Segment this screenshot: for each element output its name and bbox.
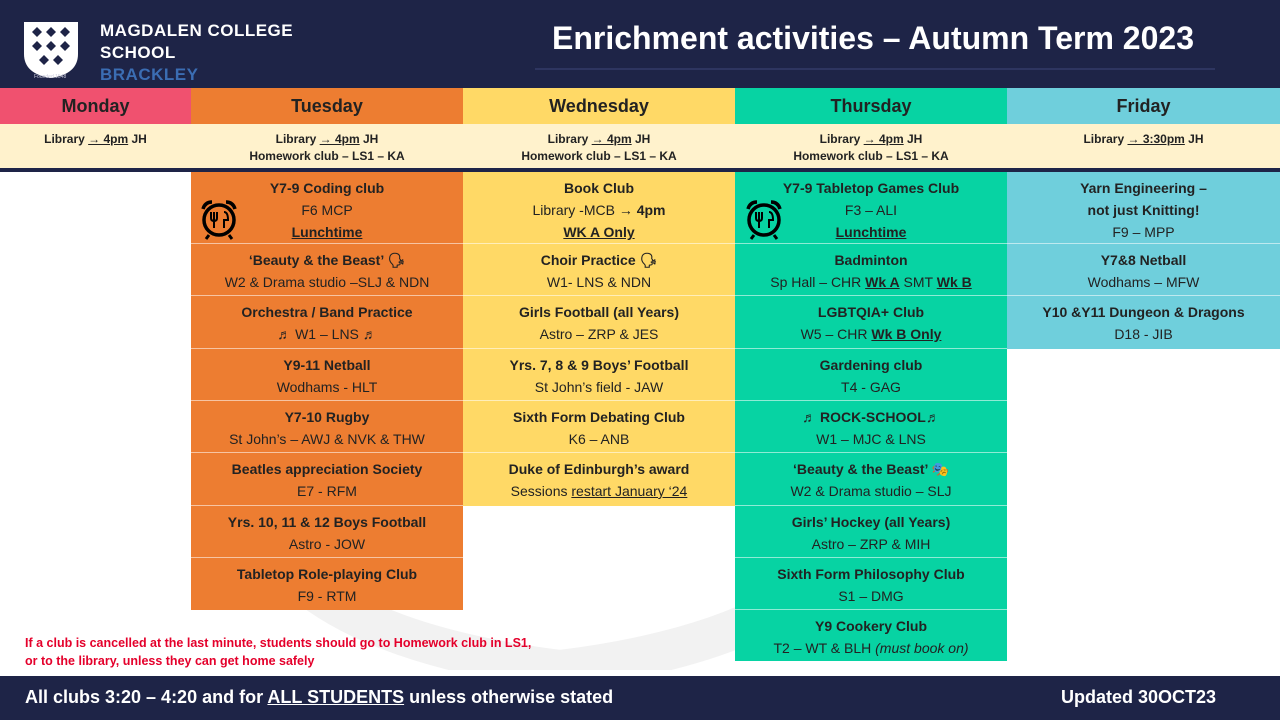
library-staff: JH bbox=[1184, 132, 1204, 146]
club-wednesday-boys-football bbox=[463, 349, 735, 401]
club-thursday-philosophy bbox=[735, 558, 1007, 610]
booking-note: (must book on) bbox=[875, 640, 969, 656]
alarm-clock-cutlery-icon bbox=[197, 197, 241, 241]
club-location: Sp Hall – CHR bbox=[770, 274, 866, 290]
club-title: Badminton bbox=[834, 252, 908, 268]
library-text: Library bbox=[547, 132, 592, 146]
club-detail: D18 - JIB bbox=[1114, 326, 1173, 342]
club-title: Orchestra / Band Practice bbox=[241, 304, 413, 320]
library-cell-wednesday bbox=[463, 124, 735, 168]
footer-bar bbox=[0, 676, 1280, 720]
club-title: Y7-9 Tabletop Games Club bbox=[782, 180, 960, 196]
club-title: Girls’ Hockey (all Years) bbox=[791, 514, 951, 530]
club-detail bbox=[463, 480, 735, 502]
club-detail bbox=[735, 637, 1007, 659]
school-name-line2: SCHOOL bbox=[100, 43, 176, 62]
club-title: Yrs. 7, 8 & 9 Boys’ Football bbox=[509, 357, 689, 373]
club-tuesday-beauty-beast bbox=[191, 244, 463, 296]
club-title: ‘Beauty & the Beast’ 🗣 bbox=[248, 252, 406, 268]
day-header-friday bbox=[1007, 88, 1280, 124]
library-staff: JH bbox=[359, 132, 379, 146]
club-detail: W1- LNS & NDN bbox=[546, 274, 652, 290]
school-name bbox=[100, 20, 293, 86]
club-week: WK A Only bbox=[563, 224, 635, 240]
footer-all-students: ALL STUDENTS bbox=[267, 687, 405, 707]
library-cell-friday bbox=[1007, 124, 1280, 168]
club-friday-netball bbox=[1007, 244, 1280, 296]
day-label: Tuesday bbox=[291, 95, 363, 116]
club-detail: Astro – ZRP & JES bbox=[539, 326, 659, 342]
club-wednesday-choir bbox=[463, 244, 735, 296]
homework-club-text: Homework club – LS1 – KA bbox=[521, 149, 677, 163]
club-detail: Wodhams – MFW bbox=[1087, 274, 1200, 290]
club-title: Girls Football (all Years) bbox=[518, 304, 679, 320]
note-line2: or to the library, unless they can get home safely bbox=[25, 654, 315, 668]
club-friday-dungeons bbox=[1007, 296, 1280, 349]
footer-text-end: unless otherwise stated bbox=[404, 687, 614, 707]
club-tuesday-rugby bbox=[191, 401, 463, 453]
club-detail: Wodhams - HLT bbox=[276, 379, 378, 395]
library-staff: JH bbox=[128, 132, 147, 146]
school-crest-logo bbox=[22, 20, 80, 80]
updated-date: Updated 30OCT23 bbox=[1060, 687, 1216, 707]
club-title: Gardening club bbox=[819, 357, 923, 373]
cancellation-note bbox=[25, 634, 531, 670]
club-friday-yarn bbox=[1007, 172, 1280, 244]
club-location: W5 – CHR bbox=[800, 326, 872, 342]
library-staff: JH bbox=[631, 132, 651, 146]
day-label: Thursday bbox=[830, 95, 912, 116]
club-title: Beatles appreciation Society bbox=[231, 461, 423, 477]
club-title: LGBTQIA+ Club bbox=[817, 304, 925, 320]
club-title: Choir Practice 🗣 bbox=[540, 252, 658, 268]
library-time: → 3:30pm bbox=[1127, 132, 1185, 146]
library-time: → 4pm bbox=[591, 132, 632, 146]
footer-clubs-info bbox=[25, 687, 613, 708]
library-cell-monday bbox=[0, 124, 191, 168]
club-time: Lunchtime bbox=[835, 224, 907, 240]
club-title: Y9 Cookery Club bbox=[814, 618, 928, 634]
club-title: Book Club bbox=[564, 180, 634, 196]
club-restart-date: restart January ‘24 bbox=[571, 483, 688, 499]
day-label: Wednesday bbox=[549, 95, 649, 116]
footer-text: All clubs 3:20 – 4:20 and for bbox=[25, 687, 268, 707]
club-thursday-badminton bbox=[735, 244, 1007, 296]
week-b-label: Wk B bbox=[936, 274, 972, 290]
club-title: Y7&8 Netball bbox=[1100, 252, 1187, 268]
club-title: Y7-9 Coding club bbox=[269, 180, 385, 196]
page-title: Enrichment activities – Autumn Term 2023 bbox=[552, 20, 1194, 56]
library-cell-thursday bbox=[735, 124, 1007, 168]
club-detail: W2 & Drama studio –SLJ & NDN bbox=[224, 274, 430, 290]
club-thursday-lgbtqia bbox=[735, 296, 1007, 349]
club-title: Y10 &Y11 Dungeon & Dragons bbox=[1042, 304, 1245, 320]
club-detail: St John’s – AWJ & NVK & THW bbox=[229, 431, 425, 447]
club-detail: F9 – MPP bbox=[1112, 224, 1175, 240]
club-detail bbox=[463, 199, 735, 221]
day-header-wednesday bbox=[463, 88, 735, 124]
club-detail: W1 – MJC & LNS bbox=[816, 431, 926, 447]
homework-club-text: Homework club – LS1 – KA bbox=[249, 149, 405, 163]
club-thursday-beauty-beast bbox=[735, 453, 1007, 506]
library-time: → 4pm bbox=[88, 132, 129, 146]
club-detail-text: Sessions bbox=[510, 483, 572, 499]
club-detail: E7 - RFM bbox=[297, 483, 357, 499]
title-underline bbox=[535, 68, 1215, 70]
club-thursday-rock-school bbox=[735, 401, 1007, 453]
club-tuesday-boys-football bbox=[191, 506, 463, 558]
club-title: ♬ ROCK-SCHOOL♬ bbox=[802, 409, 940, 425]
club-detail bbox=[735, 323, 1007, 345]
library-text: Library bbox=[1083, 132, 1128, 146]
club-title: Y9-11 Netball bbox=[283, 357, 371, 373]
day-header-tuesday bbox=[191, 88, 463, 124]
club-title: Y7-10 Rugby bbox=[284, 409, 370, 425]
header-bar bbox=[0, 0, 1280, 88]
library-text: Library bbox=[44, 132, 89, 146]
library-staff: JH bbox=[903, 132, 923, 146]
club-thursday-cookery bbox=[735, 610, 1007, 661]
club-tuesday-beatles bbox=[191, 453, 463, 506]
club-wednesday-dofe bbox=[463, 453, 735, 506]
day-label: Monday bbox=[61, 95, 130, 116]
club-title: Sixth Form Debating Club bbox=[513, 409, 685, 425]
club-detail: Astro – ZRP & MIH bbox=[811, 536, 931, 552]
club-detail bbox=[735, 271, 1007, 293]
club-tuesday-tabletop-rpg bbox=[191, 558, 463, 610]
club-detail: ♬ W1 – LNS ♬ bbox=[277, 326, 377, 342]
club-detail: F6 MCP bbox=[301, 202, 353, 218]
school-name-line1: MAGDALEN COLLEGE bbox=[100, 21, 294, 40]
club-detail: W2 & Drama studio – SLJ bbox=[790, 483, 952, 499]
club-thursday-gardening bbox=[735, 349, 1007, 401]
library-text: Library bbox=[819, 132, 864, 146]
day-label: Friday bbox=[1116, 95, 1171, 116]
club-detail: T4 - GAG bbox=[841, 379, 901, 395]
homework-club-text: Homework club – LS1 – KA bbox=[793, 149, 949, 163]
library-time: → 4pm bbox=[863, 132, 904, 146]
week-b-label: Wk B Only bbox=[871, 326, 942, 342]
club-thursday-hockey bbox=[735, 506, 1007, 558]
library-cell-tuesday bbox=[191, 124, 463, 168]
day-header-monday bbox=[0, 88, 191, 124]
club-wednesday-girls-football bbox=[463, 296, 735, 349]
club-title: Duke of Edinburgh’s award bbox=[508, 461, 690, 477]
club-tuesday-netball bbox=[191, 349, 463, 401]
club-title: Sixth Form Philosophy Club bbox=[777, 566, 965, 582]
alarm-clock-cutlery-icon bbox=[742, 197, 786, 241]
club-wednesday-debating bbox=[463, 401, 735, 453]
library-text: Library bbox=[275, 132, 320, 146]
club-wednesday-book bbox=[463, 172, 735, 244]
club-tuesday-orchestra bbox=[191, 296, 463, 349]
day-header-thursday bbox=[735, 88, 1007, 124]
club-title-line2: not just Knitting! bbox=[1087, 202, 1200, 218]
club-detail: F9 - RTM bbox=[297, 588, 357, 604]
club-detail: St John’s field - JAW bbox=[534, 379, 664, 395]
club-title: ‘Beauty & the Beast’ 🎭 bbox=[793, 461, 949, 477]
club-staff: SMT bbox=[899, 274, 937, 290]
club-detail: Astro - JOW bbox=[288, 536, 366, 552]
club-detail: S1 – DMG bbox=[838, 588, 904, 604]
library-time: → 4pm bbox=[319, 132, 360, 146]
club-title: Yarn Engineering – bbox=[1080, 180, 1207, 196]
week-a-label: Wk A bbox=[865, 274, 900, 290]
note-line1: If a club is cancelled at the last minute, students should go to Homework club in LS1, bbox=[25, 636, 532, 650]
club-end-time: → 4pm bbox=[618, 202, 666, 218]
club-location: Library -MCB bbox=[532, 202, 619, 218]
founded-text: Founded 1548 bbox=[34, 74, 67, 80]
club-title: Tabletop Role-playing Club bbox=[236, 566, 418, 582]
club-detail: F3 – ALI bbox=[844, 202, 898, 218]
club-detail: K6 – ANB bbox=[568, 431, 630, 447]
club-location: T2 – WT & BLH bbox=[773, 640, 876, 656]
club-time: Lunchtime bbox=[291, 224, 363, 240]
school-name-brackley: BRACKLEY bbox=[100, 65, 199, 84]
club-title: Yrs. 10, 11 & 12 Boys Football bbox=[227, 514, 427, 530]
